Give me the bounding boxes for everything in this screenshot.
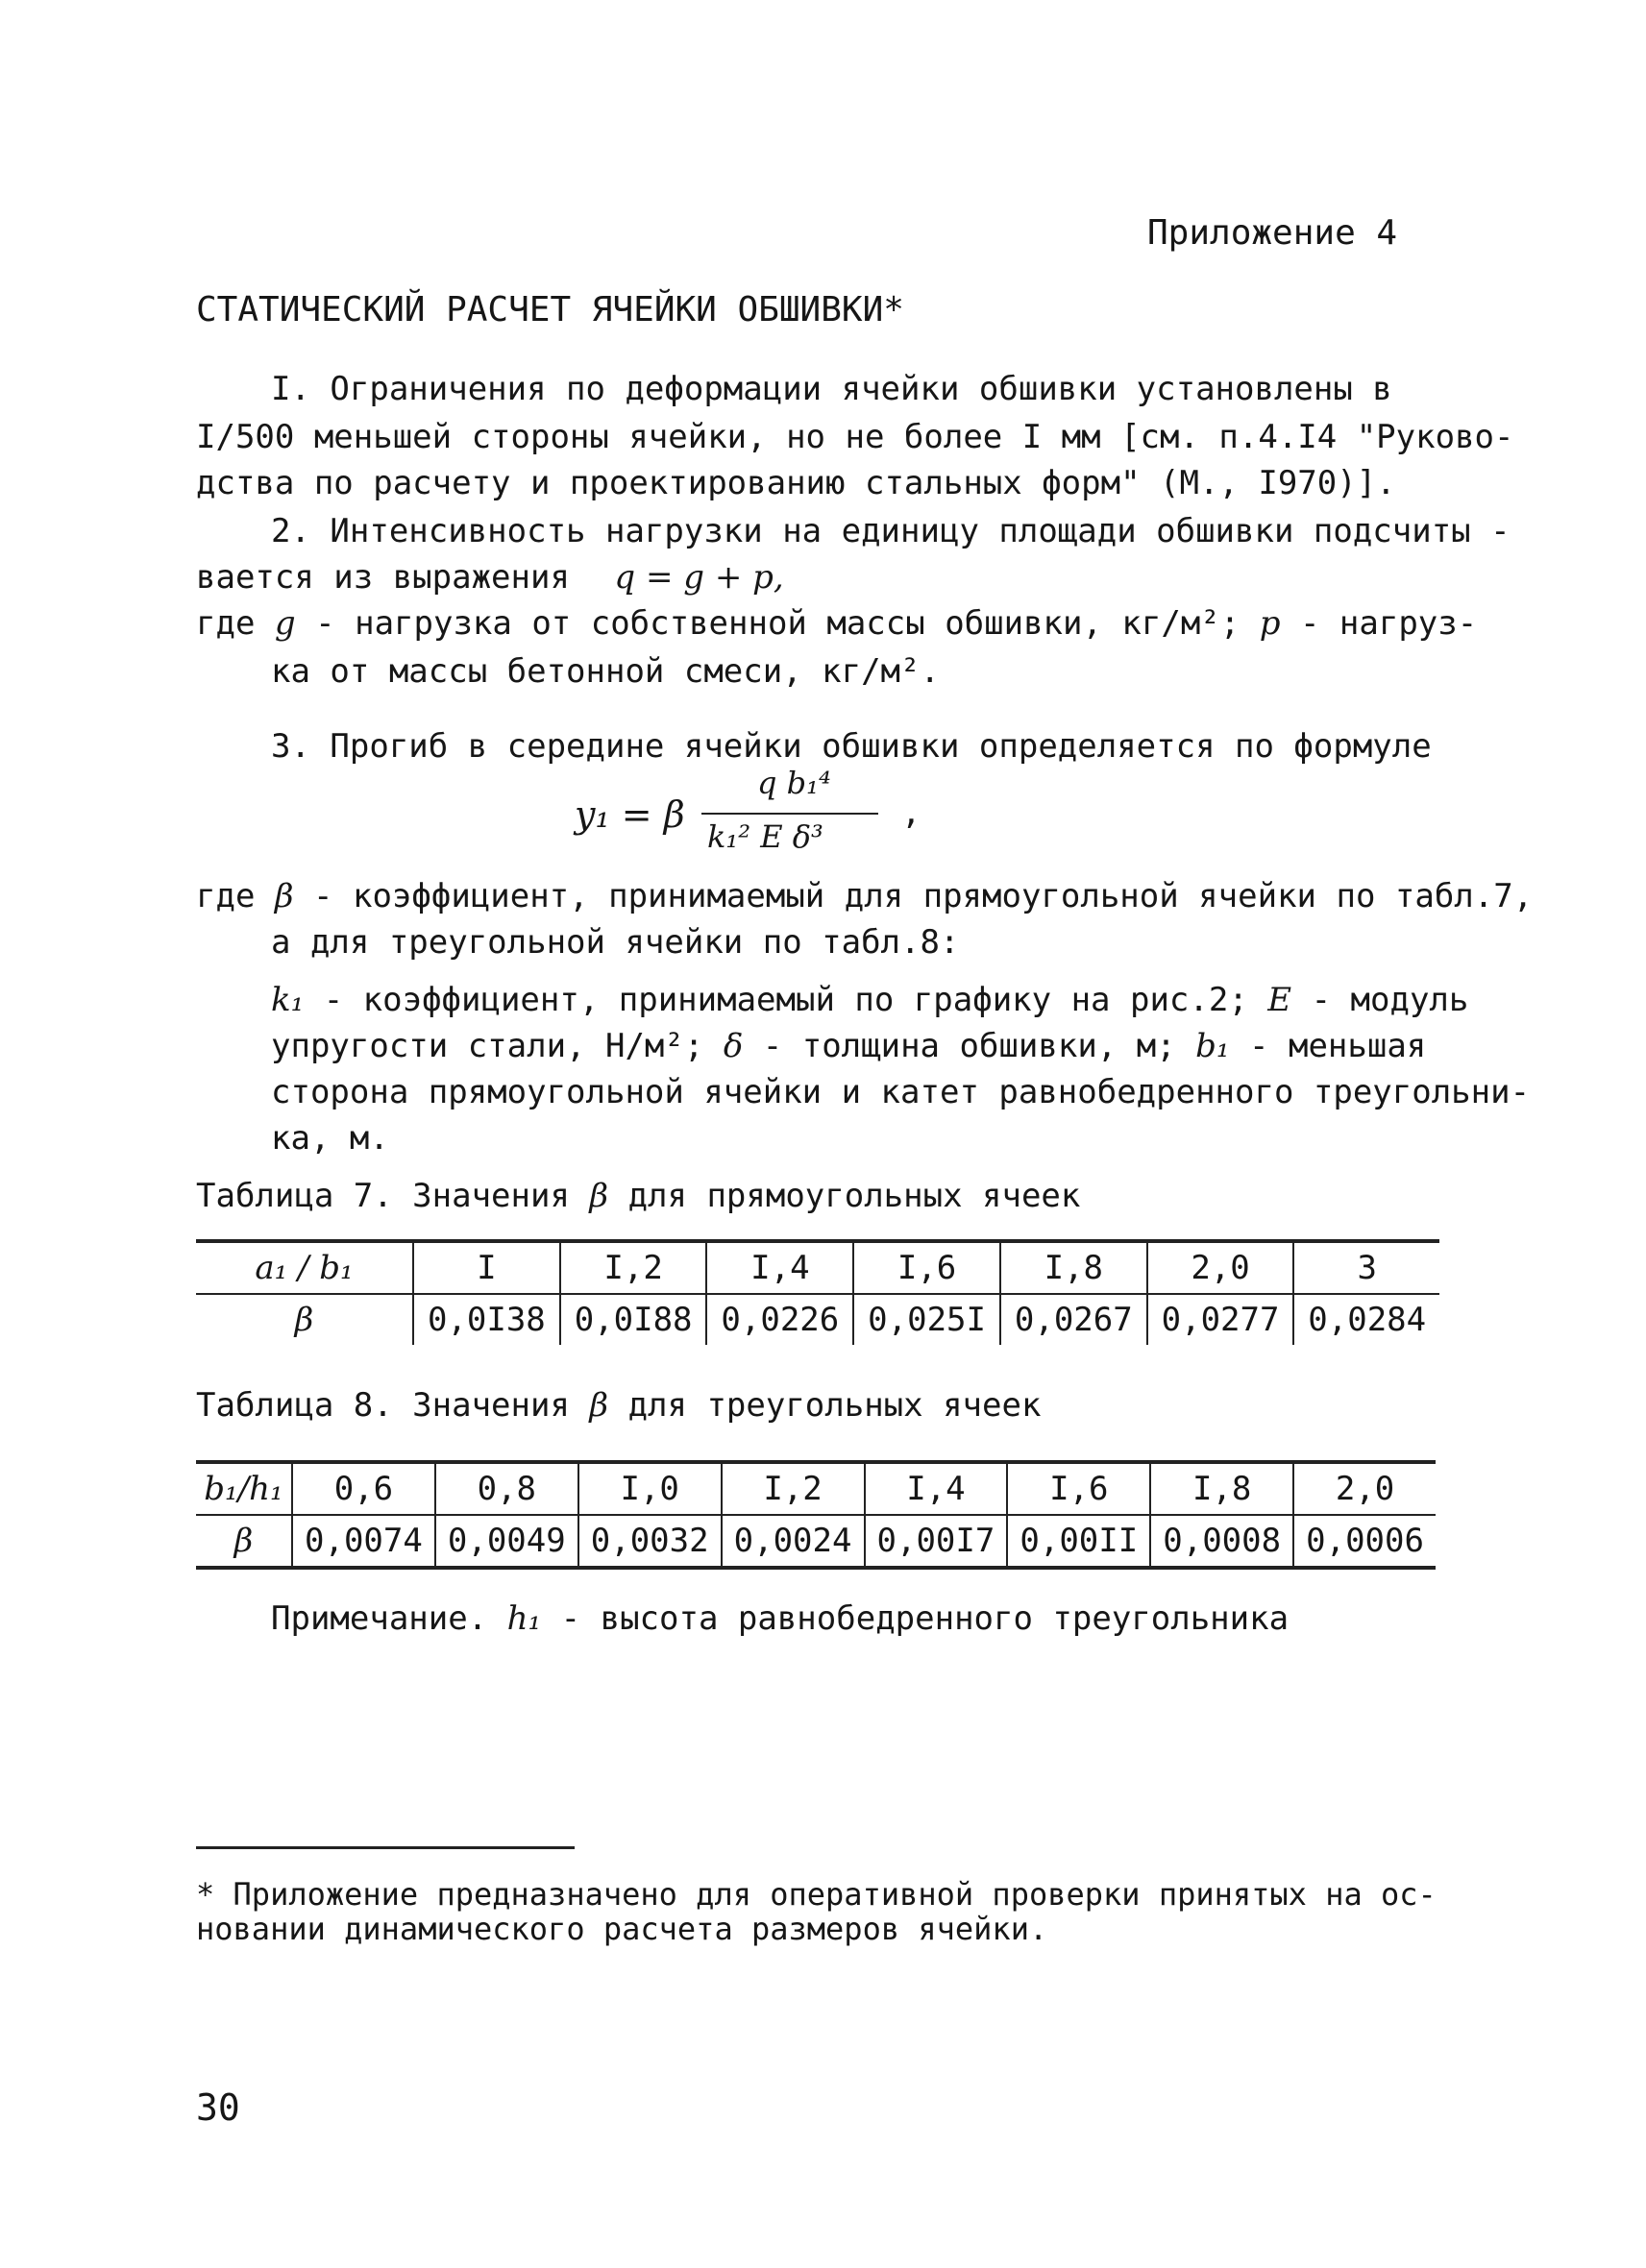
table8-cell: I,8 bbox=[1150, 1464, 1293, 1515]
table8-caption bbox=[196, 1383, 1041, 1427]
p-symbol: p bbox=[1259, 604, 1281, 643]
deflection-formula bbox=[575, 761, 959, 866]
table7-caption-post: для прямоугольных ячеек bbox=[627, 1177, 1081, 1215]
table8-cell: 0,0006 bbox=[1293, 1515, 1436, 1566]
table7-cell: 0,0267 bbox=[1000, 1294, 1147, 1345]
table7-caption-symbol: β bbox=[589, 1177, 609, 1215]
table7-value-row bbox=[196, 1294, 1439, 1345]
formula-lhs: y₁ = β bbox=[575, 793, 685, 836]
table8-cell: I,0 bbox=[578, 1464, 722, 1515]
g-description: - нагрузка от собственной массы обшивки, кг/м²; bbox=[315, 604, 1241, 643]
h1-symbol: h₁ bbox=[506, 1599, 542, 1638]
b1-description: - меньшая bbox=[1249, 1027, 1427, 1065]
table7-caption-pre: Таблица 7. Значения bbox=[196, 1177, 570, 1215]
p2-line-2 bbox=[196, 555, 784, 599]
table8-value-row bbox=[196, 1515, 1436, 1566]
g-symbol: g bbox=[274, 604, 296, 643]
where-label-2: где bbox=[196, 877, 256, 915]
p2-line-2-text: вается из выражения bbox=[196, 558, 570, 597]
p1-line-1: I. Ограничения по деформации ячейки обшивки установлены в bbox=[271, 370, 1392, 408]
table8-cell: I,4 bbox=[865, 1464, 1008, 1515]
footnote bbox=[196, 1877, 1437, 1946]
table7-caption bbox=[196, 1174, 1080, 1218]
table8-cell: 0,0074 bbox=[292, 1515, 435, 1566]
footnote-line-1: * Приложение предназначено для оперативной проверки принятых на ос- bbox=[196, 1876, 1437, 1913]
p2-line-3 bbox=[196, 601, 1477, 646]
table8-cell: 0,00II bbox=[1007, 1515, 1150, 1566]
load-formula: q = g + p, bbox=[614, 558, 784, 597]
table8-row-label: β bbox=[233, 1522, 254, 1560]
table7-cell: I,4 bbox=[706, 1243, 853, 1294]
table8-cell: 0,0032 bbox=[578, 1515, 722, 1566]
table7-cell: I bbox=[413, 1243, 560, 1294]
note-label: Примечание. bbox=[271, 1599, 488, 1638]
fraction-bar bbox=[701, 813, 878, 815]
footnote-line-2: новании динамического расчета размеров ячейки. bbox=[196, 1911, 1048, 1947]
table7-row-label: a₁ / b₁ bbox=[196, 1243, 413, 1294]
table7-cell: 0,0I38 bbox=[413, 1294, 560, 1345]
p3-where-line-1 bbox=[196, 874, 1533, 918]
table8-cell: I,6 bbox=[1007, 1464, 1150, 1515]
table8-cell: 2,0 bbox=[1293, 1464, 1436, 1515]
p1-line-3: дства по расчету и проектированию стальных форм" (М., I970)]. bbox=[196, 464, 1396, 502]
formula-tail: , bbox=[901, 793, 921, 832]
table8-cell: 0,0008 bbox=[1150, 1515, 1293, 1566]
table8-cell: 0,8 bbox=[435, 1464, 578, 1515]
note-text: - высота равнобедренного треугольника bbox=[560, 1599, 1290, 1638]
page-number: 30 bbox=[196, 2086, 240, 2129]
p3-k1-line bbox=[271, 978, 1468, 1022]
table8-caption-symbol: β bbox=[589, 1386, 609, 1425]
p3-side-line: сторона прямоугольной ячейки и катет равнобедренного треугольни- bbox=[271, 1073, 1531, 1111]
formula-numerator: q b₁⁴ bbox=[757, 765, 831, 801]
table7-cell: I,8 bbox=[1000, 1243, 1147, 1294]
formula-denominator: k₁² E δ³ bbox=[707, 818, 823, 855]
p3-modulus-line bbox=[271, 1024, 1426, 1068]
table8 bbox=[196, 1464, 1436, 1566]
table7-cell: 2,0 bbox=[1147, 1243, 1294, 1294]
p3-where-line-2: а для треугольной ячейки по табл.8: bbox=[271, 923, 960, 962]
k1-description: - коэффициент, принимаемый по графику на рис.2; bbox=[323, 981, 1248, 1019]
table8-cell: 0,00I7 bbox=[865, 1515, 1008, 1566]
table7 bbox=[196, 1243, 1439, 1345]
modulus-text: упругости стали, Н/м²; bbox=[271, 1027, 704, 1065]
p2-line-1: 2. Интенсивность нагрузки на единицу площади обшивки подсчиты - bbox=[271, 512, 1511, 550]
table8-caption-pre: Таблица 8. Значения bbox=[196, 1386, 570, 1425]
footnote-rule bbox=[196, 1846, 575, 1849]
table8-cell: I,2 bbox=[722, 1464, 865, 1515]
section-title: СТАТИЧЕСКИЙ РАСЧЕТ ЯЧЕЙКИ ОБШИВКИ* bbox=[196, 290, 904, 329]
table8-caption-post: для треугольных ячеек bbox=[627, 1386, 1042, 1425]
p1-line-2: I/500 меньшей стороны ячейки, но не более I мм [см. п.4.I4 "Руково- bbox=[196, 418, 1514, 456]
table7-cell: 3 bbox=[1293, 1243, 1439, 1294]
delta-symbol: δ bbox=[723, 1027, 744, 1065]
table7-header-row bbox=[196, 1243, 1439, 1294]
p-description: - нагруз- bbox=[1299, 604, 1478, 643]
table7-row-label: β bbox=[294, 1301, 314, 1339]
k1-symbol: k₁ bbox=[271, 981, 305, 1019]
table7-cell: 0,0277 bbox=[1147, 1294, 1294, 1345]
table7-cell: 0,0I88 bbox=[560, 1294, 707, 1345]
b1-symbol: b₁ bbox=[1195, 1027, 1230, 1065]
table8-cell: 0,6 bbox=[292, 1464, 435, 1515]
table7-cell: 0,0226 bbox=[706, 1294, 853, 1345]
table8-header-row bbox=[196, 1464, 1436, 1515]
table8-cell: 0,0024 bbox=[722, 1515, 865, 1566]
p2-line-4: ка от массы бетонной смеси, кг/м². bbox=[271, 652, 940, 691]
table7-cell: 0,025I bbox=[853, 1294, 1000, 1345]
table7-cell: I,2 bbox=[560, 1243, 707, 1294]
p3-ka-line: ка, м. bbox=[271, 1119, 389, 1158]
p3-line-1: 3. Прогиб в середине ячейки обшивки определяется по формуле bbox=[271, 727, 1432, 766]
where-label: где bbox=[196, 604, 256, 643]
table7-cell: 0,0284 bbox=[1293, 1294, 1439, 1345]
table7-cell: I,6 bbox=[853, 1243, 1000, 1294]
table8-cell: 0,0049 bbox=[435, 1515, 578, 1566]
beta-description: - коэффициент, принимаемый для прямоугольной ячейки по табл.7, bbox=[313, 877, 1534, 915]
e-description: - модуль bbox=[1311, 981, 1469, 1019]
delta-description: - толщина обшивки, м; bbox=[762, 1027, 1176, 1065]
e-symbol: E bbox=[1267, 981, 1292, 1019]
table-note bbox=[271, 1597, 1289, 1641]
table8-bottom-rule bbox=[196, 1566, 1436, 1570]
beta-symbol: β bbox=[274, 877, 294, 915]
table8-row-label: b₁/h₁ bbox=[196, 1464, 292, 1515]
appendix-label: Приложение 4 bbox=[1147, 213, 1398, 253]
